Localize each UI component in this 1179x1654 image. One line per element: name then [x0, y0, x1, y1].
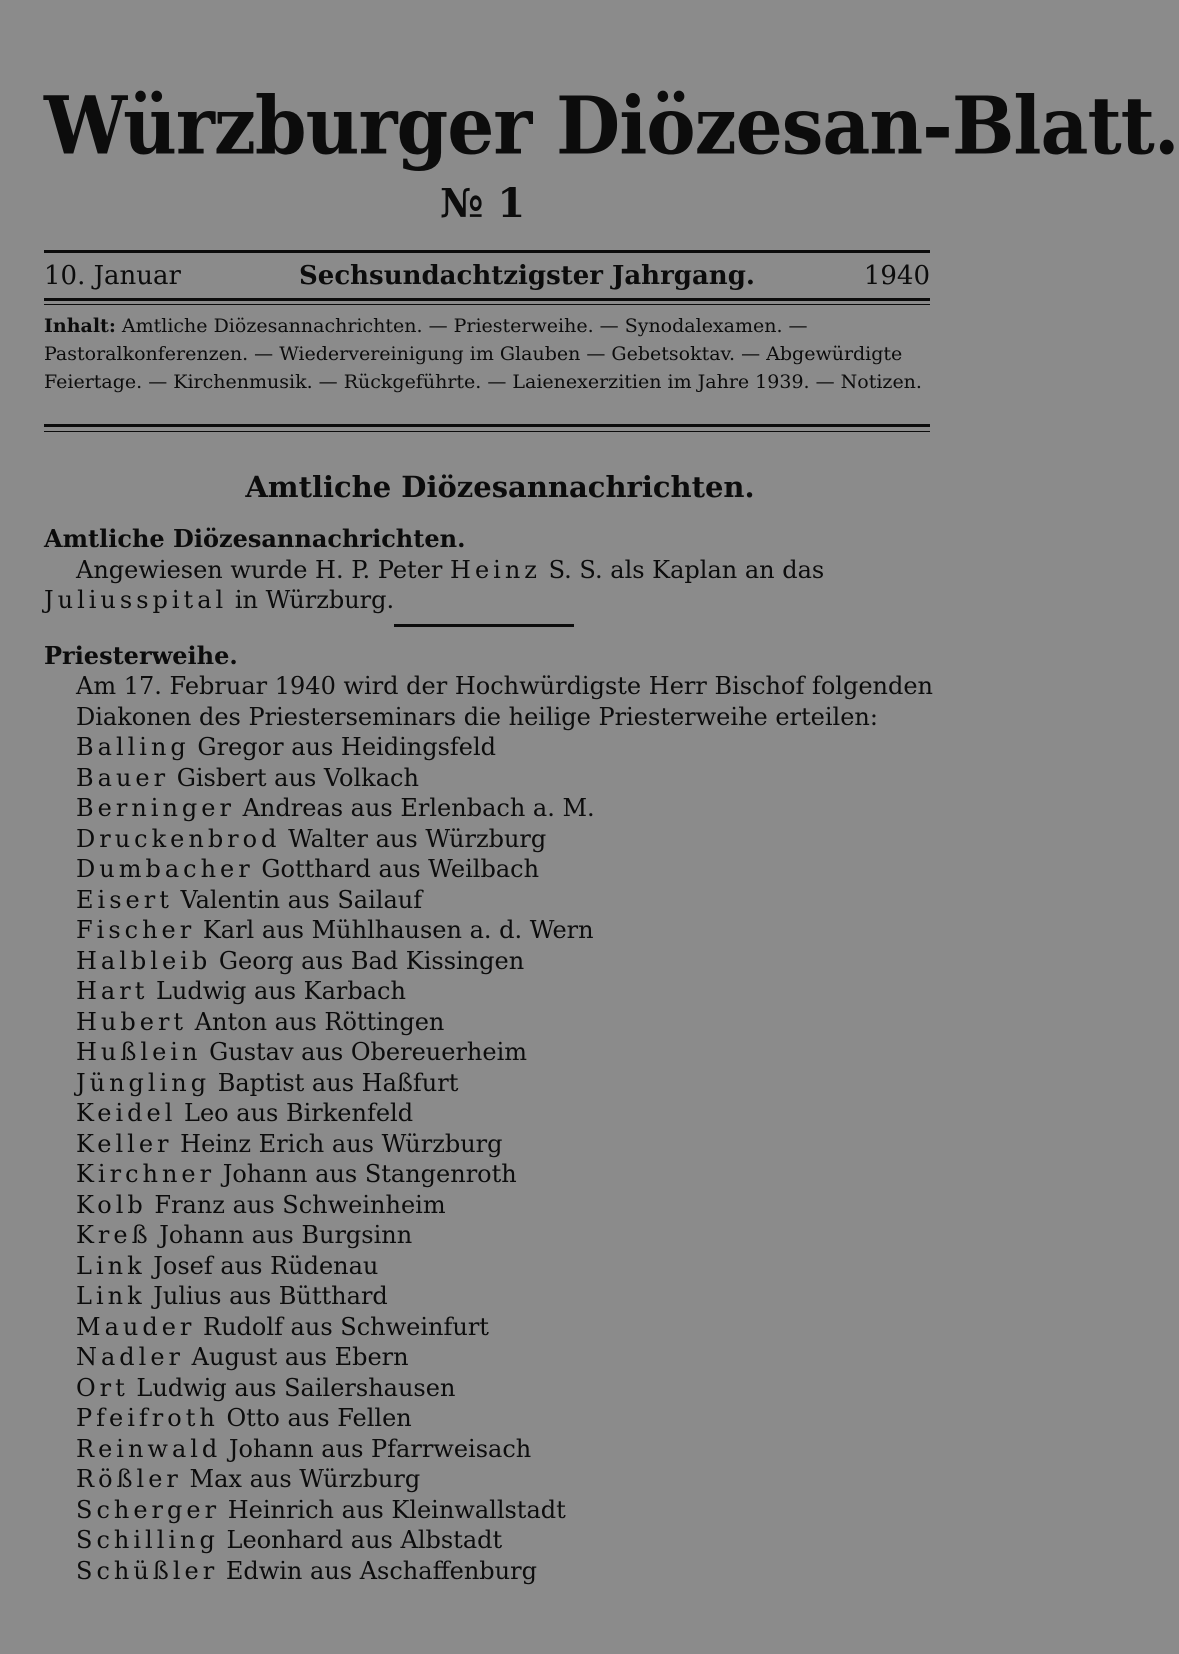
candidate-surname: Eisert [76, 885, 173, 914]
candidate-details: Anton aus Röttingen [187, 1007, 445, 1036]
contents-label: Inhalt: [44, 315, 116, 337]
notice-place: Juliusspital [44, 586, 228, 614]
table-of-contents [44, 312, 930, 396]
rule-top [44, 250, 930, 253]
list-item [76, 976, 934, 1007]
notice-line-2 [44, 585, 934, 616]
candidate-surname: Ort [76, 1373, 129, 1402]
candidate-details: Leonhard aus Albstadt [218, 1526, 503, 1554]
candidate-surname: Keller [76, 1129, 173, 1158]
candidate-surname: Scherger [76, 1495, 221, 1524]
contents-text: Amtliche Diözesannachrichten. — Priesterweihe. — Synodalexamen. — Pastoralkonferenzen. — Wiedervereinigung im Glauben — Gebetsoktav. — Abgewürdigte Feiertage. — Kirchenmusik. — Rückgeführte. — Laienexerzitien im Jahre 1939. — Notizen. [44, 315, 922, 393]
candidate-surname: Link [76, 1282, 146, 1310]
rule-contents-bottom-thin [44, 431, 930, 432]
candidate-surname: Balling [76, 733, 190, 761]
candidate-details: Heinz Erich aus Würzburg [172, 1129, 503, 1158]
candidate-details: Baptist aus Haßfurt [210, 1068, 459, 1097]
candidate-surname: Hubert [76, 1007, 188, 1036]
candidate-details: Karl aus Mühlhausen a. d. Wern [195, 916, 594, 944]
list-item [76, 854, 934, 885]
list-item [76, 915, 934, 946]
candidate-details: Gisbert aus Volkach [169, 763, 419, 792]
list-item [76, 1434, 934, 1465]
candidate-surname: Kreß [76, 1221, 152, 1249]
issue-date: 10. Januar [44, 261, 181, 291]
candidate-details: Valentin aus Sailauf [172, 885, 423, 914]
candidate-details: Julius aus Bütthard [145, 1282, 388, 1310]
candidate-list [44, 732, 934, 1586]
candidate-details: Max aus Würzburg [181, 1465, 421, 1493]
candidate-details: Otto aus Fellen [218, 1404, 412, 1432]
candidate-surname: Dumbacher [76, 855, 254, 883]
candidate-details: Gregor aus Heidingsfeld [189, 733, 497, 761]
list-item [76, 1251, 934, 1282]
list-item [76, 732, 934, 763]
candidate-surname: Hußlein [76, 1038, 202, 1066]
list-item [76, 1281, 934, 1312]
candidate-surname: Berninger [76, 794, 235, 822]
notice-text: S. S. als Kaplan an das [540, 555, 825, 584]
ordination-heading: Priesterweihe. [44, 640, 238, 670]
list-item [76, 1495, 934, 1526]
candidate-surname: Link [76, 1251, 146, 1280]
list-item [76, 1068, 934, 1099]
candidate-surname: Rößler [76, 1465, 182, 1493]
candidate-details: Josef aus Rüdenau [145, 1251, 379, 1280]
candidate-details: August aus Ebern [184, 1343, 409, 1371]
list-item [76, 793, 934, 824]
candidate-surname: Nadler [76, 1343, 185, 1371]
list-item [76, 885, 934, 916]
list-item [76, 1037, 934, 1068]
candidate-details: Edwin aus Aschaffenburg [218, 1556, 537, 1585]
list-item [76, 1098, 934, 1129]
candidate-surname: Jüngling [76, 1068, 211, 1097]
candidate-details: Johann aus Burgsinn [151, 1221, 413, 1249]
issue-number: № 1 [440, 180, 526, 227]
list-item [76, 1525, 934, 1556]
list-item [76, 1342, 934, 1373]
list-item [76, 824, 934, 855]
list-item [76, 946, 934, 977]
candidate-details: Rudolf aus Schweinfurt [195, 1312, 489, 1341]
notice-text: in Würzburg. [227, 586, 395, 614]
list-item [76, 1312, 934, 1343]
candidate-details: Johann aus Stangenroth [215, 1160, 517, 1188]
candidate-surname: Keidel [76, 1099, 177, 1127]
candidate-surname: Fischer [76, 916, 196, 944]
candidate-details: Franz aus Schweinheim [146, 1190, 446, 1219]
list-item [76, 1464, 934, 1495]
masthead-title: Würzburger Diözesan-Blatt. [44, 80, 1179, 174]
candidate-details: Georg aus Bad Kissingen [211, 946, 525, 975]
volume-label: Sechsundachtzigster Jahrgang. [299, 261, 755, 291]
list-item [76, 1373, 934, 1404]
candidate-surname: Bauer [76, 763, 170, 792]
candidate-surname: Schüßler [76, 1556, 219, 1585]
dateline [44, 258, 930, 294]
section-title: Amtliche Diözesannachrichten. [245, 470, 755, 504]
rule-dateline-bottom [44, 298, 930, 301]
list-item [76, 1007, 934, 1038]
article-body [44, 524, 934, 1586]
candidate-details: Gotthard aus Weilbach [253, 855, 540, 883]
candidate-surname: Halbleib [76, 946, 212, 975]
candidate-surname: Reinwald [76, 1434, 222, 1463]
list-item [76, 1159, 934, 1190]
list-item [76, 1129, 934, 1160]
candidate-details: Heinrich aus Kleinwallstadt [220, 1495, 566, 1524]
candidate-details: Ludwig aus Karbach [148, 977, 406, 1005]
notice-text: Angewiesen wurde H. P. Peter [76, 555, 451, 584]
candidate-surname: Schilling [76, 1526, 219, 1554]
list-item [76, 1403, 934, 1434]
candidate-details: Gustav aus Obereuerheim [201, 1038, 528, 1066]
rule-contents-bottom [44, 424, 930, 427]
candidate-surname: Druckenbrod [76, 824, 281, 853]
candidate-details: Walter aus Würzburg [280, 824, 547, 853]
candidate-details: Johann aus Pfarrweisach [221, 1434, 532, 1463]
list-item [76, 1556, 934, 1587]
rule-dateline-bottom-thin [44, 304, 930, 305]
candidate-details: Leo aus Birkenfeld [176, 1099, 414, 1127]
candidate-surname: Kolb [76, 1190, 147, 1219]
notice-line-1 [44, 555, 934, 586]
candidate-details: Andreas aus Erlenbach a. M. [234, 794, 595, 822]
issue-year: 1940 [863, 261, 930, 291]
candidate-surname: Kirchner [76, 1160, 216, 1188]
ordination-intro: Am 17. Februar 1940 wird der Hochwürdigste Herr Bischof folgenden Diakonen des Priesterseminars die heilige Priesterweihe erteilen: [76, 672, 934, 731]
list-item [76, 763, 934, 794]
candidate-details: Ludwig aus Sailershausen [128, 1373, 456, 1402]
candidate-surname: Mauder [76, 1312, 196, 1341]
list-item [76, 1190, 934, 1221]
notice-name: Heinz [450, 555, 541, 584]
candidate-surname: Hart [76, 977, 149, 1005]
list-item [76, 1220, 934, 1251]
notice-heading: Amtliche Diözesannachrichten. [44, 524, 466, 553]
candidate-surname: Pfeifroth [76, 1404, 219, 1432]
